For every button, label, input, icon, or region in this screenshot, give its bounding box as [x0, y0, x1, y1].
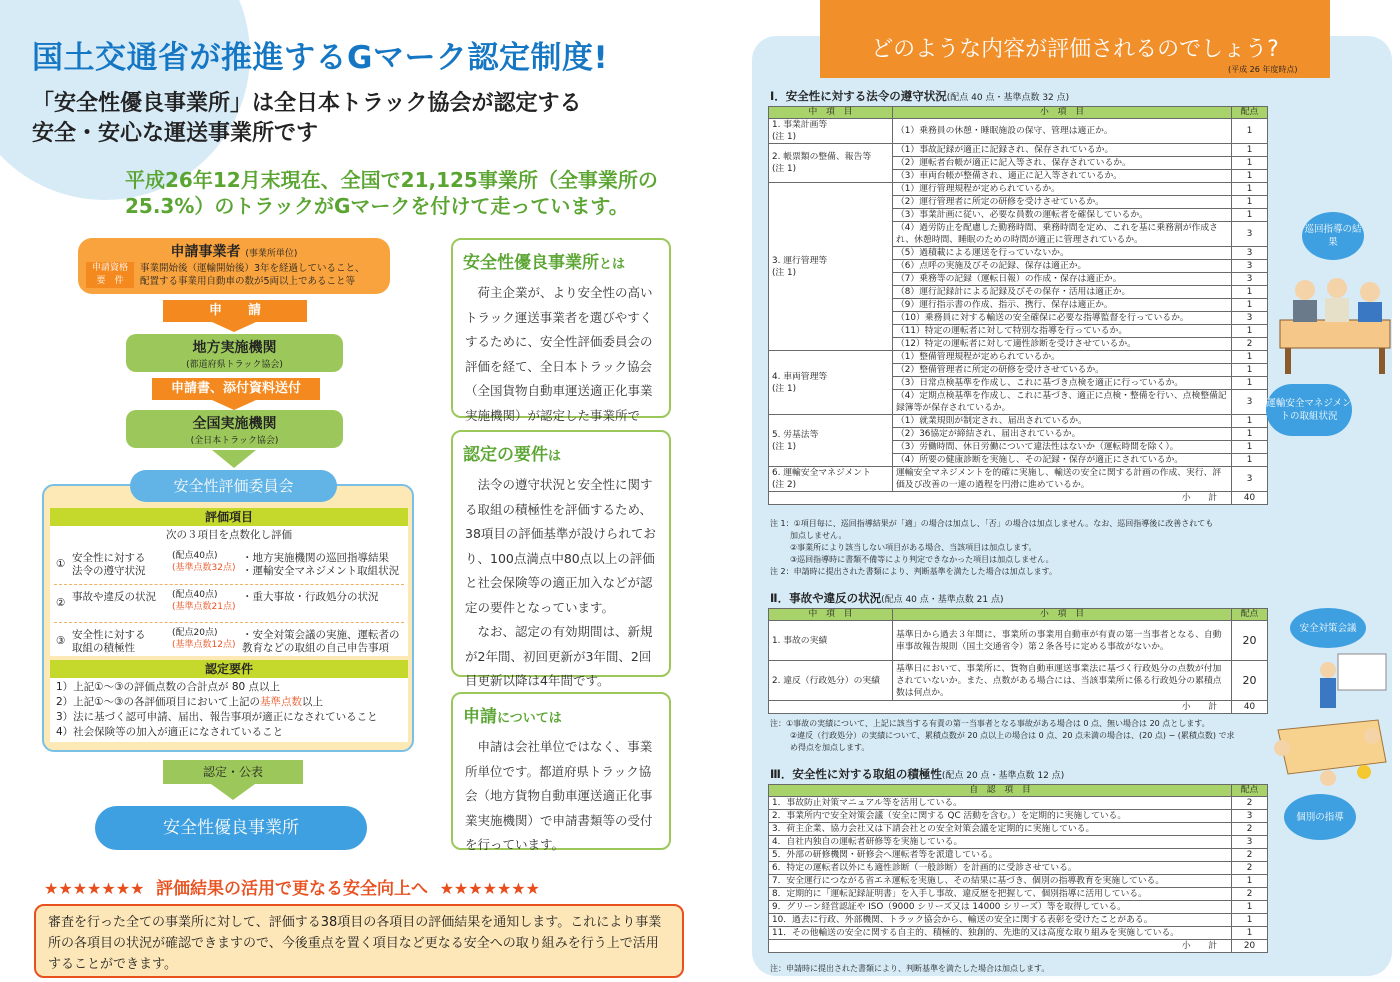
evaluation-item-text: 安全性に対する [72, 629, 146, 641]
item-points: 1 [1232, 170, 1268, 183]
statistics-note: 平成26年12月末現在、全国で21,125事業所（全事業所の 25.3%）のトラックがGマークを付けて走っています。 [125, 168, 658, 218]
item-category: 2. 違反（行政処分）の実績 [769, 661, 893, 701]
subtotal-label: 小 計 [769, 701, 1232, 714]
note-line: 注：①事故の実績について、上記に該当する有責の第一当事者となる事故がある場合は 0 点、無い場合は 20 点とします。 [770, 719, 1210, 728]
table-row [769, 823, 1268, 836]
table-row [769, 810, 1268, 823]
item-points: 20 [1232, 661, 1268, 701]
item-points: 2 [1232, 849, 1268, 862]
safety-meeting-illustration [1268, 650, 1392, 790]
section3-title: Ⅲ．安全性に対する取組の積極性(配点 20 点・基準点数 12 点) [770, 767, 1065, 781]
item-text: （10）乗務員に対する輸送の安全確保に必要な指導監督を行っているか。 [893, 312, 1232, 325]
evaluation-item-text: 事故や違反の状況 [72, 591, 156, 603]
table-row [769, 183, 1268, 196]
evaluation-item-text: (配点40点) [172, 551, 218, 561]
item-text: 6．特定の運転者以外にも適性診断（一般診断）を計画的に受診させている。 [769, 862, 1232, 875]
item-text: （1）乗務員の休憩・睡眠施設の保守、管理は適正か。 [893, 119, 1232, 144]
evaluation-item-text: ・安全対策会議の実施、運転者の [242, 629, 400, 641]
item-points: 1 [1232, 364, 1268, 377]
note-line: ③巡回指導時に書類不備等により判定できなかった項目は加点しません。 [790, 555, 1054, 564]
item-text: 9．グリーン経営認証や ISO（9000 シリーズ又は 14000 シリーズ）等を取得している。 [769, 901, 1232, 914]
evaluation-item-text: ・地方実施機関の巡回指導結果 [242, 552, 389, 564]
item-text: （2）36協定が締結され、届出されているか。 [893, 428, 1232, 441]
item-points: 3 [1232, 810, 1268, 823]
bubble-individual-guidance: 個別の指導 [1284, 794, 1356, 840]
item-points: 3 [1232, 312, 1268, 325]
item-category: 1. 事故の実績 [769, 621, 893, 661]
item-text: （1）就業規則が制定され、届出されているか。 [893, 415, 1232, 428]
table-row [769, 661, 1268, 701]
item-points: 1 [1232, 927, 1268, 940]
item-points: 1 [1232, 157, 1268, 170]
item-text: （1）整備管理規程が定められているか。 [893, 351, 1232, 364]
section3-notes [770, 963, 1260, 975]
certification-requirements-box: 認定要件 1）上記①〜③の評価点数の合計点が 80 点以上 2）上記①〜③の各評価項目において上記の基準点数以上 3）法に基づく認可申請、届出、報告事項が適正になされていること 4）社会保険等の加入が適正になされていること [50, 660, 408, 742]
subtotal-value: 20 [1232, 940, 1268, 953]
note-line: 注 1：①項目毎に、巡回指導結果が「適」の場合は加点し、「否」の場合は加点しません。なお、巡回指導後に改善されても [770, 519, 1214, 528]
col-header: 配点 [1232, 785, 1268, 797]
item-points: 2 [1232, 338, 1268, 351]
national-agency-box: 全国実施機関 (全日本トラック協会) [126, 410, 343, 448]
item-points: 1 [1232, 454, 1268, 467]
group-name: 3. 運行管理等 (注 1) [769, 183, 893, 351]
note-line: ②違反（行政処分）の実績について、累積点数が 20 点以上の場合は 0 点、20 点未満の場合は、(20 点) − (累積点数) で求 [790, 731, 1235, 740]
section1-table [768, 106, 1268, 505]
group-name: 6. 運輸安全マネジメント (注 2) [769, 467, 893, 492]
evaluation-item-text: ・運輸安全マネジメント取組状況 [242, 565, 400, 577]
item-points: 3 [1232, 836, 1268, 849]
item-text: 11．その他輸送の安全に関する自主的、積極的、独創的、先進的又は高度な取り組みを実施している。 [769, 927, 1232, 940]
item-text: （6）点呼の実施及びその記録、保存は適正か。 [893, 260, 1232, 273]
section2-notes [770, 718, 1260, 754]
item-text: （1）事故記録が適正に記録され、保存されているか。 [893, 144, 1232, 157]
col-header: 配点 [1232, 609, 1268, 621]
table-row [769, 875, 1268, 888]
table-row [769, 119, 1268, 144]
table-row [769, 415, 1268, 428]
item-text: （1）運行管理規程が定められているか。 [893, 183, 1232, 196]
panel-application: 申請については 申請は会社単位ではなく、事業所単位です。都道府県トラック協会（地方貨物自動車運送適正化事業実施機関）で申請書類等の受付を行っています。 [451, 692, 671, 850]
table-row [769, 849, 1268, 862]
improvement-heading: ★★★★★★★ 評価結果の活用で更なる安全向上へ ★★★★★★★ [44, 879, 540, 899]
panel-requirements: 認定の要件は 法令の遵守状況と安全性に関する取組の積極性を評価するため、38項目の評価基準が設けられており、100点満点中80点以上の評価と社会保険等の適正加入などが認定の要件となっています。 なお、認定の有効期間は、新規が2年間、初回更新が3年間、2回目更新以降は4年間です。 [451, 430, 671, 677]
section2-table [768, 608, 1268, 714]
result-box: 安全性優良事業所 [95, 806, 367, 850]
item-text: （11）特定の運転者に対して特別な指導を行っているか。 [893, 325, 1232, 338]
table-row [769, 797, 1268, 810]
item-points: 1 [1232, 183, 1268, 196]
item-text: （3）車両台帳が整備され、適正に記入等されているか。 [893, 170, 1232, 183]
note-line: 注：申請時に提出された書類により、判断基準を満たした場合は加点します。 [770, 964, 1050, 973]
table-row [769, 914, 1268, 927]
item-text: 8．定期的に「運転記録証明書」を入手し事故、違反歴を把握して、個別指導に活用している。 [769, 888, 1232, 901]
item-points: 1 [1232, 875, 1268, 888]
col-header: 小 項 目 [893, 107, 1232, 119]
evaluation-item-text: 法令の遵守状況 [72, 565, 146, 577]
item-text: （3）日常点検基準を作成し、これに基づき点検を適正に行っているか。 [893, 377, 1232, 390]
item-text: 7．安全運行につながる省エネ運転を実施し、その結果に基づき、個別の指導教育を実施している。 [769, 875, 1232, 888]
fiscal-year-note: (平成 26 年度時点) [1228, 65, 1298, 74]
evaluation-item-text: (配点20点) [172, 628, 218, 638]
item-text: （8）運行記録計による記録及びその保存・活用は適正か。 [893, 286, 1232, 299]
item-points: 1 [1232, 441, 1268, 454]
evaluation-item-text: (基準点数12点) [172, 640, 236, 650]
item-points: 1 [1232, 119, 1268, 144]
item-text: 1．事故防止対策マニュアル等を活用している。 [769, 797, 1232, 810]
item-points: 1 [1232, 144, 1268, 157]
item-text: （5）過積載による運送を行っていないか。 [893, 247, 1232, 260]
right-page-title: どのような内容が評価されるのでしょう? [820, 0, 1330, 78]
note-line: 加点しません。 [790, 531, 847, 540]
item-text: 基準日において、事業所に、貨物自動車運送事業法に基づく行政処分の点数が付加されていないか。また、点数がある場合には、当該事業所に係る行政処分の累積点数は何点か。 [893, 661, 1232, 701]
item-text: 3．荷主企業、協力会社又は下請会社との安全対策会議を定期的に実施している。 [769, 823, 1232, 836]
evaluation-item [54, 584, 404, 622]
item-text: （3）労働時間、休日労働について違法性はないか（運転時間を除く）。 [893, 441, 1232, 454]
group-name: 2. 帳票類の整備、報告等 (注 1) [769, 144, 893, 183]
regional-agency-box: 地方実施機関 (都道府県トラック協会) [126, 334, 343, 372]
item-points: 3 [1232, 273, 1268, 286]
evaluation-item [54, 546, 404, 584]
item-text: 2．事業所内で安全対策会議（安全に関する QC 活動を含む。）を定期的に実施している。 [769, 810, 1232, 823]
table-row [769, 144, 1268, 157]
bubble-patrol-guidance: 巡回指導の結果 [1302, 212, 1364, 260]
table-row [769, 836, 1268, 849]
item-points: 3 [1232, 390, 1268, 415]
table-row [769, 888, 1268, 901]
item-text: （4）所要の健康診断を実施し、その記録・保存が適正にされているか。 [893, 454, 1232, 467]
col-header: 中 項 目 [769, 609, 893, 621]
item-text: （9）運行指示書の作成、指示、携行、保存は適正か。 [893, 299, 1232, 312]
evaluation-committee-title: 安全性評価委員会 [130, 470, 337, 502]
item-text: 運輸安全マネジメントを的確に実施し、輸送の安全に関する計画の作成、実行、評価及び改善の一連の過程を円滑に進めているか。 [893, 467, 1232, 492]
item-text: （2）運転者台帳が適正に記入等され、保存されているか。 [893, 157, 1232, 170]
item-points: 2 [1232, 823, 1268, 836]
group-name: 4. 車両管理等 (注 1) [769, 351, 893, 415]
table-row [769, 862, 1268, 875]
item-text: （3）事業計画に従い、必要な員数の運転者を確保しているか。 [893, 209, 1232, 222]
item-text: （2）整備管理者に所定の研修を受けさせているか。 [893, 364, 1232, 377]
item-text: 10．過去に行政、外部機関、トラック協会から、輸送の安全に関する表彰を受けたことがある。 [769, 914, 1232, 927]
evaluation-item-text: (配点40点) [172, 590, 218, 600]
item-points: 3 [1232, 467, 1268, 492]
evaluation-item-text: 安全性に対する [72, 552, 146, 564]
meeting-illustration [1275, 260, 1395, 380]
evaluation-item-text: ① [56, 558, 66, 570]
group-name: 5. 労基法等 (注 1) [769, 415, 893, 467]
table-row [769, 351, 1268, 364]
item-points: 1 [1232, 209, 1268, 222]
item-text: 5．外部の研修機関・研修会へ運転者等を派遣している。 [769, 849, 1232, 862]
subtotal-value: 40 [1232, 492, 1268, 505]
table-row [769, 621, 1268, 661]
item-points: 1 [1232, 299, 1268, 312]
bubble-safety-meeting: 安全対策会議 [1290, 608, 1366, 648]
table-row [769, 927, 1268, 940]
table-row [769, 467, 1268, 492]
item-text: （4）定期点検基準を作成し、これに基づき、適正に点検・整備を行い、点検整備記録簿等が保存されているか。 [893, 390, 1232, 415]
subtotal-label: 小 計 [769, 940, 1232, 953]
item-points: 1 [1232, 325, 1268, 338]
note-line: め得点を加点します。 [790, 743, 870, 752]
bubble-safety-management: 運輸安全マネジメントの取組状況 [1266, 384, 1352, 436]
evaluation-item-text: (基準点数32点) [172, 563, 236, 573]
evaluation-item-text: ③ [56, 635, 66, 647]
subtotal-value: 40 [1232, 701, 1268, 714]
improvement-text: 審査を行った全ての事業所に対して、評価する38項目の各項目の評価結果を通知します。これにより事業所の各項目の状況が確認できますので、今後重点を置く項目など更なる安全への取り組みを行う上で活用することができます。 [34, 904, 684, 978]
item-text: （2）運行管理者に所定の研修を受けさせているか。 [893, 196, 1232, 209]
evaluation-item-text: 取組の積極性 [72, 642, 135, 654]
note-line: ②事業所により該当しない項目がある場合、当該項目は加点します。 [790, 543, 1037, 552]
item-points: 2 [1232, 888, 1268, 901]
page-title: 国土交通省が推進するGマーク認定制度! [32, 40, 609, 76]
evaluation-item-text: ・重大事故・行政処分の状況 [242, 591, 379, 603]
item-points: 1 [1232, 415, 1268, 428]
item-points: 20 [1232, 621, 1268, 661]
subtitle-line-1: 「安全性優良事業所」は全日本トラック協会が認定する [32, 91, 582, 116]
item-text: （12）特定の運転者に対して適性診断を受けさせているか。 [893, 338, 1232, 351]
item-points: 3 [1232, 260, 1268, 273]
section1-notes [770, 518, 1260, 578]
subtotal-label: 小 計 [769, 492, 1232, 505]
section1-title: Ⅰ．安全性に対する法令の遵守状況(配点 40 点・基準点数 32 点) [770, 89, 1070, 103]
item-points: 1 [1232, 377, 1268, 390]
item-text: （7）乗務等の記録（運転日報）の作成・保存は適正か。 [893, 273, 1232, 286]
applicant-box: 申請事業者 (事業所単位) 申請資格 要 件 事業開始後（運輸開始後）3年を経過していること、 配置する事業用自動車の数が5両以上であること等 [78, 238, 390, 294]
col-header: 配点 [1232, 107, 1268, 119]
section2-title: Ⅱ．事故や違反の状況(配点 40 点・基準点数 21 点) [770, 591, 1004, 605]
item-points: 1 [1232, 196, 1268, 209]
item-points: 2 [1232, 862, 1268, 875]
panel-about: 安全性優良事業所とは 荷主企業が、より安全性の高いトラック運送事業者を選びやすくするために、安全性評価委員会の評価を経て、全日本トラック協会（全国貨物自動車運送適正化事業実施機関）が認定した事業所で [451, 238, 671, 418]
subtitle-line-2: 安全・安心な運送事業所です [32, 121, 319, 146]
table-row [769, 901, 1268, 914]
evaluation-item-text: (基準点数21点) [172, 602, 236, 612]
item-points: 2 [1232, 797, 1268, 810]
arrow-submit-docs: 申請書、添付資料送付 [152, 378, 320, 400]
item-points: 1 [1232, 286, 1268, 299]
note-line: 注 2：申請時に提出された書類により、判断基準を満たした場合は加点します。 [770, 567, 1057, 576]
item-points: 3 [1232, 247, 1268, 260]
item-text: （4）過労防止を配慮した勤務時間、乗務時間を定め、これを基に乗務割が作成され、休憩時間、睡眠のための時間が適正に管理されているか。 [893, 222, 1232, 247]
item-text: 基準日から過去３年間に、事業所の事業用自動車が有責の第一当事者となる、自動車事故報告規則（国土交通省令）第２条各号に定める事故がないか。 [893, 621, 1232, 661]
item-points: 1 [1232, 901, 1268, 914]
item-text: 4．自社内独自の運転者研修等を実施している。 [769, 836, 1232, 849]
item-points: 1 [1232, 428, 1268, 441]
group-name: 1. 事業計画等 (注 1) [769, 119, 893, 144]
evaluation-item-text: ② [56, 597, 66, 609]
col-header: 中 項 目 [769, 107, 893, 119]
arrow-apply: 申 請 [163, 300, 307, 322]
col-header: 小 項 目 [893, 609, 1232, 621]
item-points: 1 [1232, 914, 1268, 927]
evaluation-item-text: 教育などの取組の自己申告事項 [242, 642, 389, 654]
arrow-certify: 認定・公表 [163, 760, 303, 784]
item-points: 1 [1232, 351, 1268, 364]
section3-table [768, 784, 1268, 953]
col-header: 自 認 項 目 [769, 785, 1232, 797]
item-points: 3 [1232, 222, 1268, 247]
evaluation-items-box: 評価項目 次の３項目を点数化し評価 ① 安全性に対する 法令の遵守状況 (配点40点) (基準点数32点) ・地方実施機関の巡回指導結果 ・運輸安全マネジメント取組状況 ② 事故や違反の状況 (配点40点) (基準点数21点) ・重大事故・行政処分の状況 ③ 安全性に対する 取組の積極性 (配点20点) (基準点数12点) ・安全対策会議の実施、運転者の 教育などの取組の自己申告事項 [50, 508, 408, 656]
evaluation-item [54, 622, 404, 660]
